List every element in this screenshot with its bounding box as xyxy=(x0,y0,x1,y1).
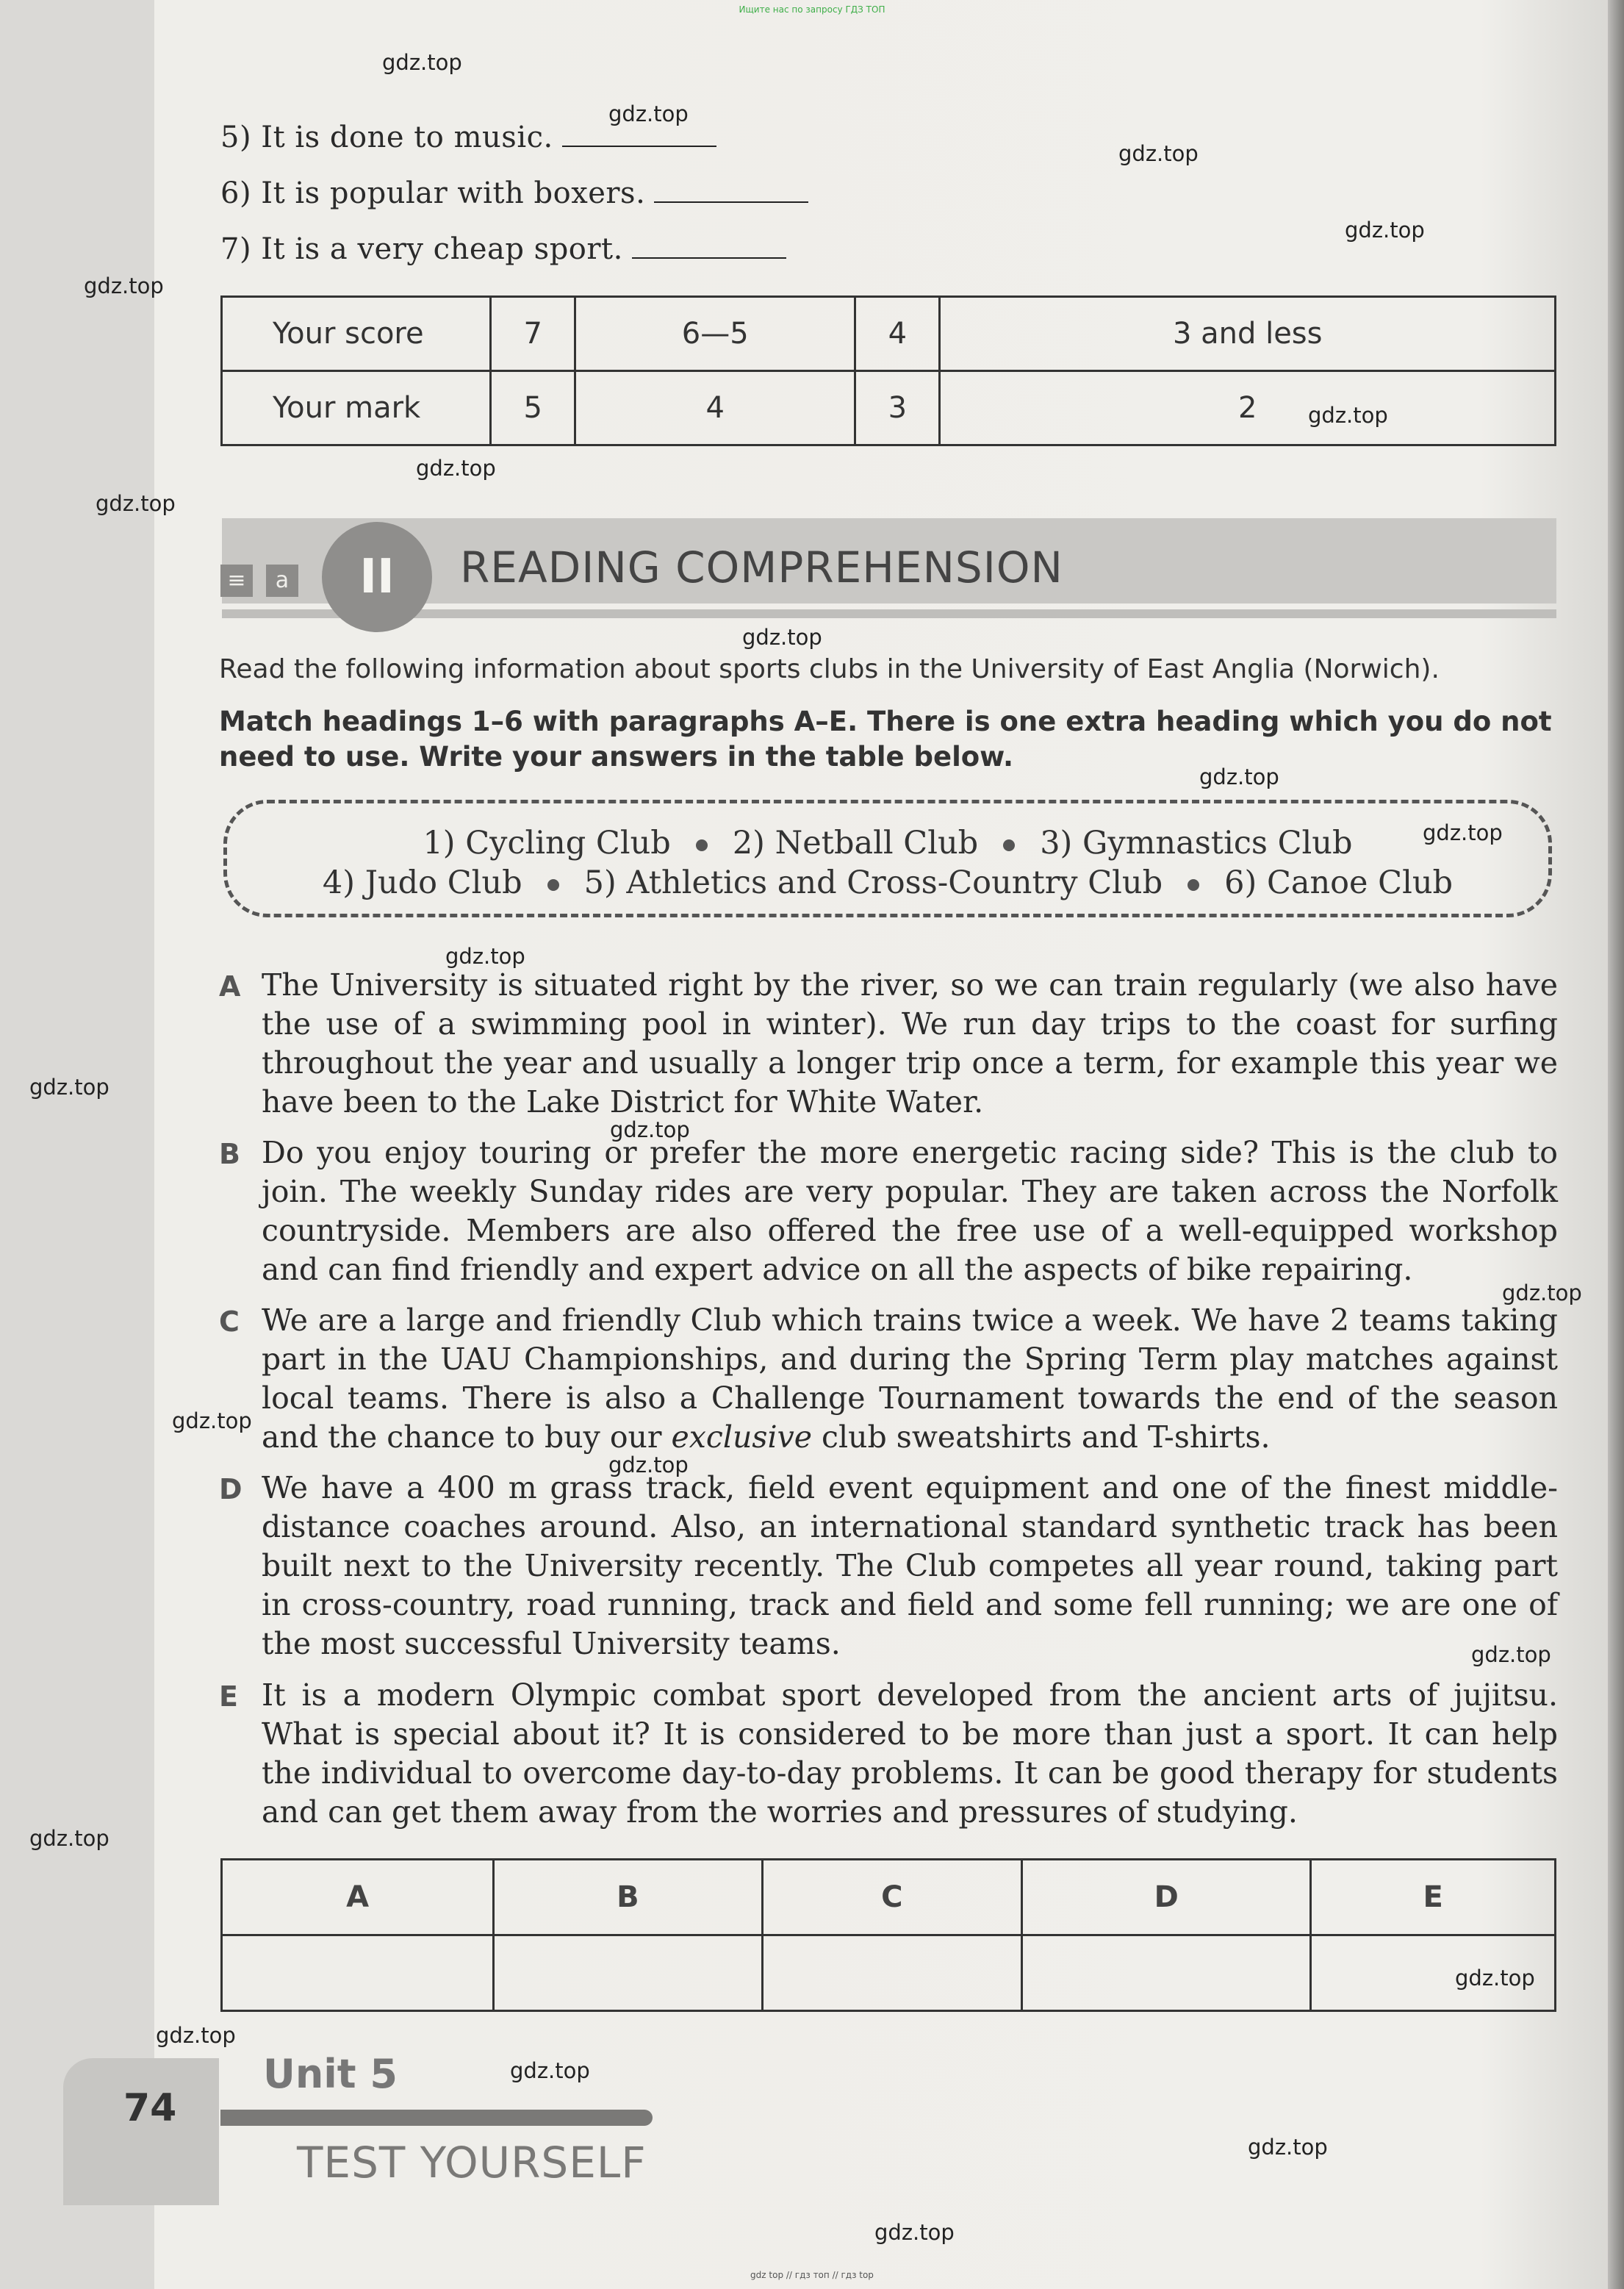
answer-blank[interactable] xyxy=(632,257,786,259)
watermark: gdz.top xyxy=(416,456,496,481)
answer-cell[interactable] xyxy=(222,1935,494,2011)
bullet-icon xyxy=(696,839,708,851)
paragraph-b: Do you enjoy touring or prefer the more energetic racing side? This is the club to join. The weekly Sunday rides are very popular. They are taken across the Norfolk countryside. Members are also offered the free use of a well-equipped workshop and can find friendly and expert advice on all the aspects of bike repairing. xyxy=(262,1135,1558,1287)
instruction-text: Match headings 1–6 with paragraphs A–E. There is one extra heading which you do not need to use. Write your answers in the table below. xyxy=(219,706,1552,773)
watermark: gdz.top xyxy=(1248,2135,1328,2160)
watermark: gdz.top xyxy=(172,1408,252,1433)
answer-header: A xyxy=(222,1860,494,1935)
answer-header: E xyxy=(1311,1860,1556,1935)
paragraph-letter: E xyxy=(219,1680,238,1713)
watermark: gdz.top xyxy=(1502,1280,1582,1305)
watermark: gdz.top xyxy=(96,491,176,516)
watermark: gdz.top xyxy=(84,273,164,298)
bullet-icon xyxy=(1003,839,1015,851)
watermark: gdz.top xyxy=(445,944,525,969)
watermark: gdz.top xyxy=(382,50,462,75)
heading-item: 5) Athletics and Cross-Country Club xyxy=(583,864,1163,901)
bottom-note: gdz top // гдз топ // гдз top xyxy=(750,2270,874,2280)
heading-item: 6) Canoe Club xyxy=(1224,864,1454,901)
watermark: gdz.top xyxy=(1308,403,1388,428)
watermark: gdz.top xyxy=(29,1075,109,1100)
unit-label: Unit 5 xyxy=(263,2051,398,2097)
question-text: 6) It is popular with boxers. xyxy=(220,176,646,210)
watermark: gdz.top xyxy=(29,1826,109,1851)
answer-header: C xyxy=(762,1860,1022,1935)
answer-cell[interactable] xyxy=(1022,1935,1311,2011)
watermark: gdz.top xyxy=(608,101,689,126)
answer-blank[interactable] xyxy=(562,145,716,147)
watermark: gdz.top xyxy=(608,1452,689,1477)
answer-cell[interactable] xyxy=(494,1935,762,2011)
table-row xyxy=(222,1935,1556,2011)
unit-bar xyxy=(220,2110,653,2126)
answer-header: B xyxy=(494,1860,762,1935)
bullet-icon xyxy=(1188,879,1199,891)
score-cell: 3 and less xyxy=(940,297,1556,371)
paragraph-d: We have a 400 m grass track, field event equipment and one of the finest middle-distance coaches around. Also, an international standard synthetic track has been built next to the University recently. The Club competes all year round, taking part in cross-country, road running, track and field and some fell running; we are one of the most successful University teams. xyxy=(262,1470,1558,1661)
watermark: gdz.top xyxy=(1455,1966,1535,1991)
page-number: 74 xyxy=(123,2086,177,2130)
test-yourself-label: TEST YOURSELF xyxy=(297,2138,647,2188)
page-binding-shadow xyxy=(1608,0,1624,2289)
question-text: 5) It is done to music. xyxy=(220,121,553,154)
paragraph-e: It is a modern Olympic combat sport developed from the ancient arts of jujitsu. What is special about it? It is considered to be more than just a sport. It can help the individual to overcome day-to-day problems. It can be good therapy for students and can get them away from the worries and pressures of studying. xyxy=(262,1677,1558,1830)
paragraph-letter: B xyxy=(219,1138,240,1170)
mark-cell: 3 xyxy=(855,371,940,445)
paragraph-text: We are a large and friendly Club which trains twice a week. We have 2 teams taking part in the UAU Championships, and during the Spring Term play matches against local teams. There is also a Challenge Tournament towards the end of the season and the chance to buy our xyxy=(262,1303,1558,1455)
heading-item: 3) Gymnastics Club xyxy=(1040,825,1353,861)
paragraph-letter: A xyxy=(219,970,241,1003)
score-table xyxy=(220,295,1556,446)
question-7 xyxy=(220,232,786,266)
top-note: Ищите нас по запросу ГДЗ ТОП xyxy=(739,4,885,15)
mark-label: Your mark xyxy=(222,371,491,445)
answer-table xyxy=(220,1858,1556,2012)
watermark: gdz.top xyxy=(1345,218,1425,243)
question-text: 7) It is a very cheap sport. xyxy=(220,232,623,266)
section-title: READING COMPREHENSION xyxy=(460,542,1063,592)
watermark: gdz.top xyxy=(1423,820,1503,845)
question-5 xyxy=(220,121,716,154)
watermark: gdz.top xyxy=(510,2058,590,2083)
mark-cell: 2 xyxy=(940,371,1556,445)
section-underline xyxy=(222,609,1556,618)
section-number: II xyxy=(322,522,432,632)
question-6 xyxy=(220,176,808,210)
heading-item: 2) Netball Club xyxy=(732,825,979,861)
page-tab xyxy=(63,2058,219,2205)
table-row xyxy=(222,371,1556,445)
mark-cell: 5 xyxy=(491,371,575,445)
heading-item: 1) Cycling Club xyxy=(423,825,671,861)
paragraph-letter: C xyxy=(219,1305,240,1338)
watermark: gdz.top xyxy=(742,625,822,650)
score-cell: 6—5 xyxy=(575,297,855,371)
table-row xyxy=(222,1860,1556,1935)
watermark: gdz.top xyxy=(874,2220,955,2245)
paragraph-text: club sweatshirts and T-shirts. xyxy=(812,1419,1271,1455)
intro-text: Read the following information about sports clubs in the University of East Anglia (Norwich). xyxy=(219,654,1440,684)
watermark: gdz.top xyxy=(610,1117,690,1142)
score-cell: 4 xyxy=(855,297,940,371)
score-cell: 7 xyxy=(491,297,575,371)
table-row xyxy=(222,297,1556,371)
headings-row-2 xyxy=(223,864,1552,901)
watermark: gdz.top xyxy=(1471,1642,1551,1667)
paragraph-emphasis: exclusive xyxy=(671,1419,812,1455)
page-margin xyxy=(0,0,154,2289)
reading-icon: a xyxy=(266,565,298,597)
answer-header: D xyxy=(1022,1860,1311,1935)
paragraph-letter: D xyxy=(219,1473,242,1505)
answer-cell[interactable] xyxy=(762,1935,1022,2011)
heading-item: 4) Judo Club xyxy=(322,864,522,901)
watermark: gdz.top xyxy=(1118,141,1199,166)
watermark: gdz.top xyxy=(1199,764,1279,789)
headings-row-1 xyxy=(223,825,1552,861)
mark-cell: 4 xyxy=(575,371,855,445)
score-label: Your score xyxy=(222,297,491,371)
paragraph-a: The University is situated right by the river, so we can train regularly (we also have the use of a swimming pool in winter). We run day trips to the coast for surfing throughout the year and usually a longer trip once a term, for example this year we have been to the Lake District for White Water. xyxy=(262,967,1558,1120)
bullet-icon xyxy=(547,879,559,891)
watermark: gdz.top xyxy=(156,2023,236,2048)
answer-blank[interactable] xyxy=(654,201,808,203)
paragraph-c xyxy=(262,1301,1558,1457)
answer-cell[interactable] xyxy=(1311,1935,1556,2011)
list-icon: ≡ xyxy=(220,565,253,597)
